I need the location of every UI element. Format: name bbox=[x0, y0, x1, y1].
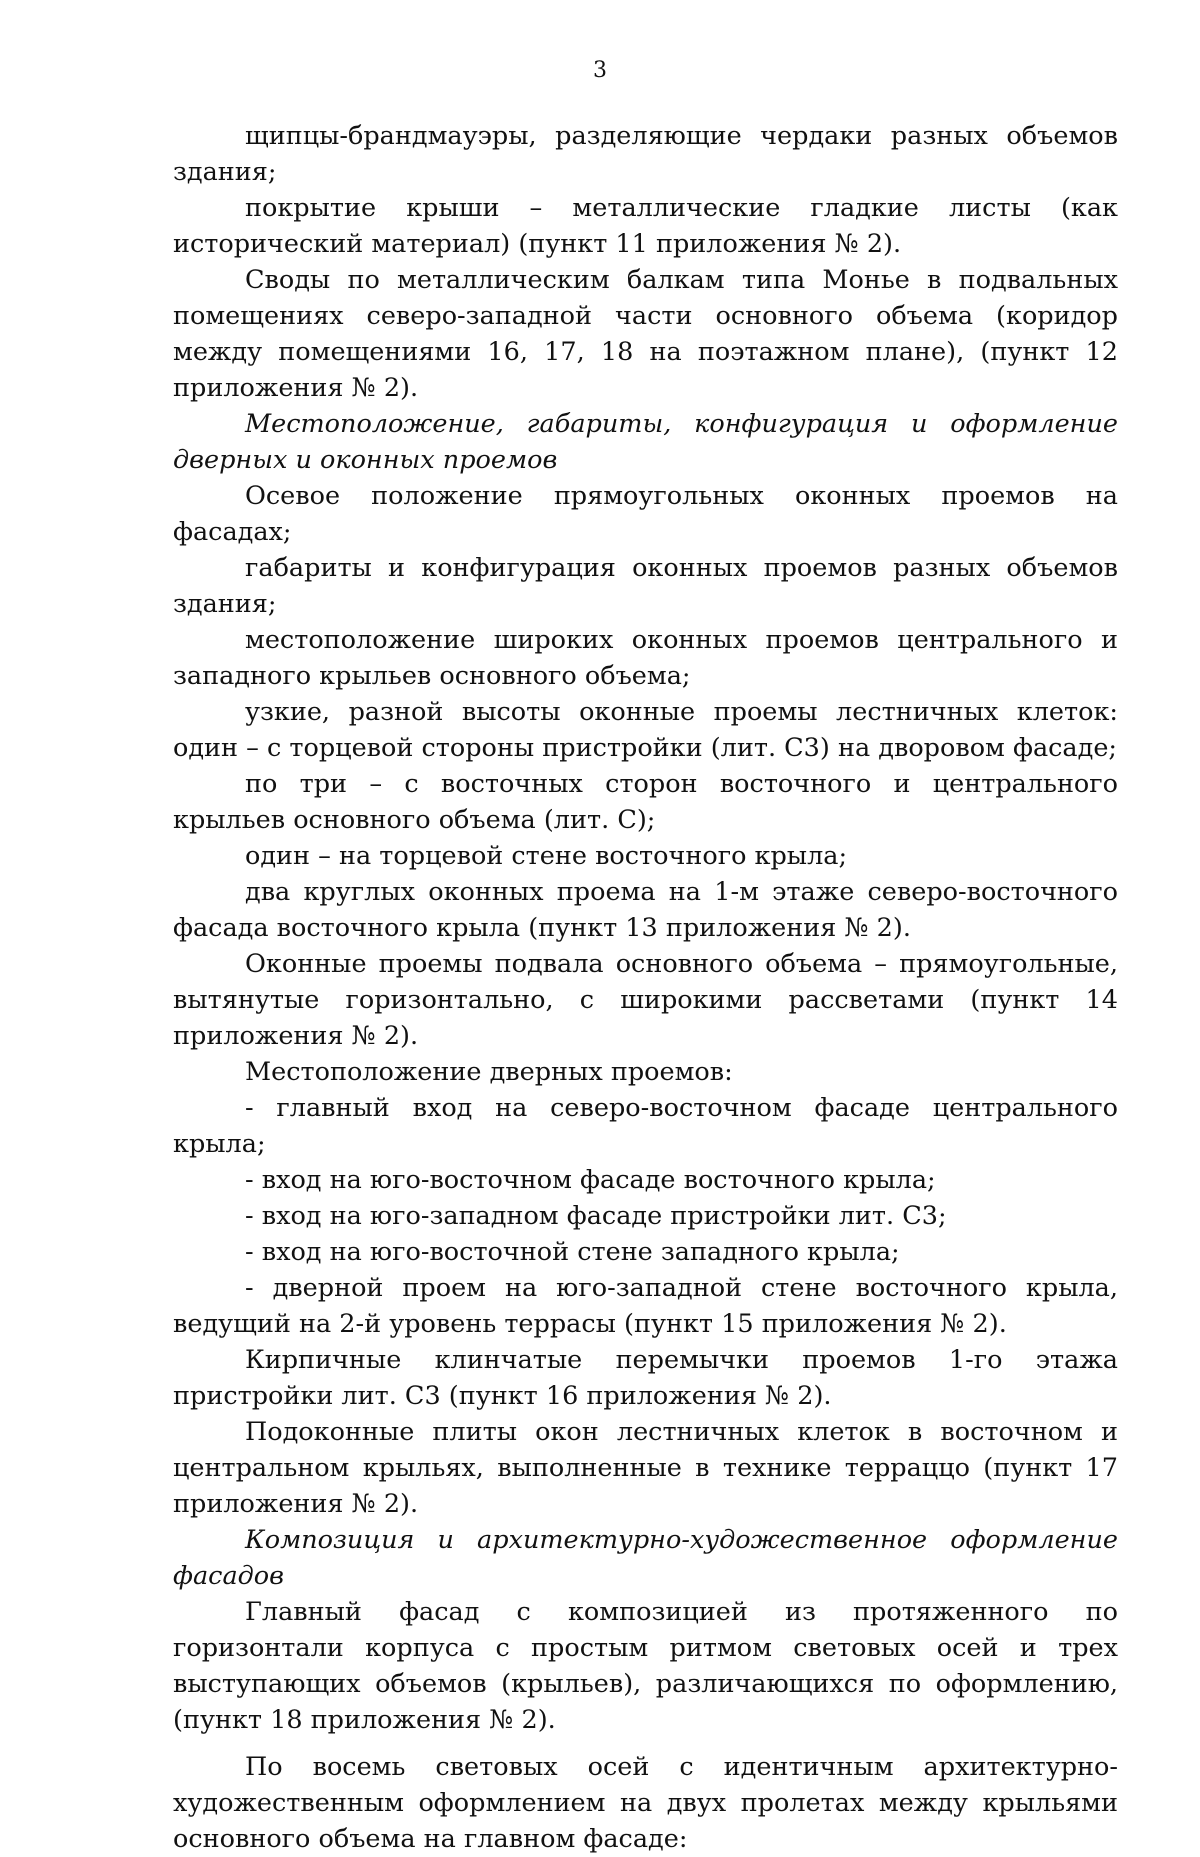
list-item: - главный вход на северо-восточном фасаде центрального крыла; bbox=[173, 1093, 1118, 1159]
paragraph: узкие, разной высоты оконные проемы лестничных клеток: один – с торцевой стороны пристройки (лит. С3) на дворовом фасаде; bbox=[173, 697, 1118, 763]
paragraph: По восемь световых осей с идентичным архитектурно-художественным оформлением на двух пролетах между крыльями основного объема на главном фасаде: bbox=[173, 1752, 1118, 1854]
section-heading: Композиция и архитектурно-художественное оформление фасадов bbox=[173, 1525, 1118, 1591]
paragraph: покрытие крыши – металлические гладкие листы (как исторический материал) (пункт 11 приложения № 2). bbox=[173, 193, 1118, 259]
list-item: - вход на юго-восточном фасаде восточного крыла; bbox=[245, 1165, 936, 1195]
paragraph: Местоположение дверных проемов: bbox=[245, 1057, 733, 1087]
paragraph: два круглых оконных проема на 1-м этаже северо-восточного фасада восточного крыла (пункт 13 приложения № 2). bbox=[173, 877, 1118, 943]
document-body bbox=[173, 118, 1118, 1857]
paragraph: местоположение широких оконных проемов центрального и западного крыльев основного объема; bbox=[173, 625, 1118, 691]
paragraph: габариты и конфигурация оконных проемов разных объемов здания; bbox=[173, 553, 1118, 619]
section-heading: Местоположение, габариты, конфигурация и оформление дверных и оконных проемов bbox=[173, 409, 1118, 475]
paragraph: Своды по металлическим балкам типа Монье в подвальных помещениях северо-западной части основного объема (коридор между помещениями 16, 17, 18 на поэтажном плане), (пункт 12 приложения № 2). bbox=[173, 265, 1118, 403]
list-item: - дверной проем на юго-западной стене восточного крыла, ведущий на 2-й уровень террасы (пункт 15 приложения № 2). bbox=[173, 1273, 1118, 1339]
paragraph: щипцы-брандмауэры, разделяющие чердаки разных объемов здания; bbox=[173, 121, 1118, 187]
paragraph: Оконные проемы подвала основного объема – прямоугольные, вытянутые горизонтально, с широкими рассветами (пункт 14 приложения № 2). bbox=[173, 949, 1118, 1051]
paragraph: Главный фасад с композицией из протяженного по горизонтали корпуса с простым ритмом световых осей и трех выступающих объемов (крыльев), различающихся по оформлению, (пункт 18 приложения № 2). bbox=[173, 1597, 1118, 1735]
paragraph: Подоконные плиты окон лестничных клеток в восточном и центральном крыльях, выполненные в технике терраццо (пункт 17 приложения № 2). bbox=[173, 1417, 1118, 1519]
list-item: - вход на юго-восточной стене западного крыла; bbox=[245, 1237, 900, 1267]
paragraph: Кирпичные клинчатые перемычки проемов 1-го этажа пристройки лит. С3 (пункт 16 приложения № 2). bbox=[173, 1345, 1118, 1411]
paragraph: один – на торцевой стене восточного крыла; bbox=[245, 841, 848, 871]
list-item: - вход на юго-западном фасаде пристройки лит. С3; bbox=[245, 1201, 947, 1231]
paragraph: Осевое положение прямоугольных оконных проемов на фасадах; bbox=[173, 481, 1118, 547]
page-number: 3 bbox=[593, 58, 607, 83]
paragraph: по три – с восточных сторон восточного и центрального крыльев основного объема (лит. С); bbox=[173, 769, 1118, 835]
